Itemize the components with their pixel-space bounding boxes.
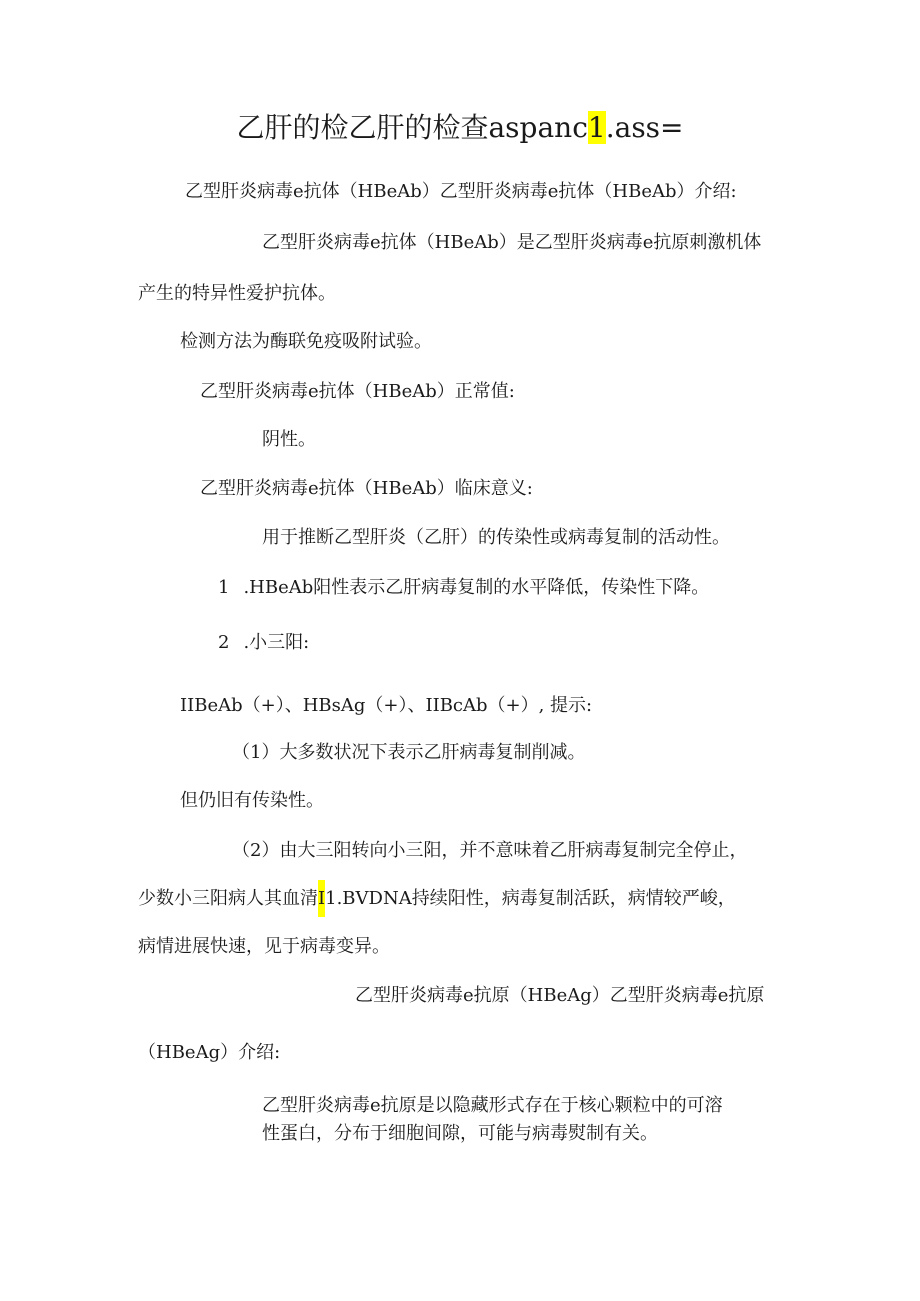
paragraph-hbeag-heading-line1: 乙型肝炎病毒e抗原（HBeAg）乙型肝炎病毒e抗原 [355,985,765,1006]
list-item-text: .小三阳: [243,632,310,653]
title-text: 乙肝的检乙肝的检查aspanc [236,111,588,144]
paragraph-still-infectious: 但仍旧有传染性。 [180,790,324,811]
paragraph-point-2-line2 [138,887,736,911]
list-item-2 [218,631,309,655]
list-item-number: 2 [218,632,230,653]
paragraph-hbeag-heading-line2: （HBeAg）介绍: [138,1042,281,1063]
paragraph-normal-value: 阴性。 [262,429,316,450]
paragraph-hbeag-definition-line2: 性蛋白，分布于细胞间隙，可能与病毒熨制有关。 [262,1123,658,1144]
list-item-number: 1 [218,577,230,598]
title-text-end: .ass= [605,111,684,144]
list-item-text: .HBeAb阳性表示乙肝病毒复制的水平降低，传染性下降。 [243,577,710,598]
list-item-1 [218,576,709,600]
page-title [0,108,920,148]
paragraph-point-2-line1: （2）由大三阳转向小三阳，并不意味着乙肝病毒复制完全停止， [232,840,748,861]
paragraph-markers: IIBeAb（+）、HBsAg（+）、IIBcAb（+）, 提示: [180,695,593,716]
text-highlight: I [318,880,325,917]
paragraph-clinical-significance: 用于推断乙型肝炎（乙肝）的传染性或病毒复制的活动性。 [262,527,730,548]
paragraph-point-2-line3: 病情进展快速，见于病毒变异。 [138,936,390,957]
paragraph-detection-method: 检测方法为酶联免疫吸附试验。 [180,331,432,352]
paragraph-hbeab-definition-line2: 产生的特异性爱护抗体。 [138,283,336,304]
paragraph-hbeag-definition-line1: 乙型肝炎病毒e抗原是以隐藏形式存在于核心颗粒中的可溶 [262,1095,723,1116]
text-segment: 1.BVDNA持续阳性，病毒复制活跃，病情较严峻， [325,888,736,909]
paragraph-point-1: （1）大多数状况下表示乙肝病毒复制削减。 [232,742,586,763]
paragraph-normal-value-heading: 乙型肝炎病毒e抗体（HBeAb）正常值: [200,381,515,402]
paragraph-hbeab-definition-line1: 乙型肝炎病毒e抗体（HBeAb）是乙型肝炎病毒e抗原刺激机体 [262,232,762,253]
paragraph-hbeab-intro-heading: 乙型肝炎病毒e抗体（HBeAb）乙型肝炎病毒e抗体（HBeAb）介绍: [185,181,737,202]
title-highlight: 1 [587,111,606,144]
text-segment: 少数小三阳病人其血清 [138,888,318,909]
paragraph-clinical-significance-heading: 乙型肝炎病毒e抗体（HBeAb）临床意义: [200,478,533,499]
